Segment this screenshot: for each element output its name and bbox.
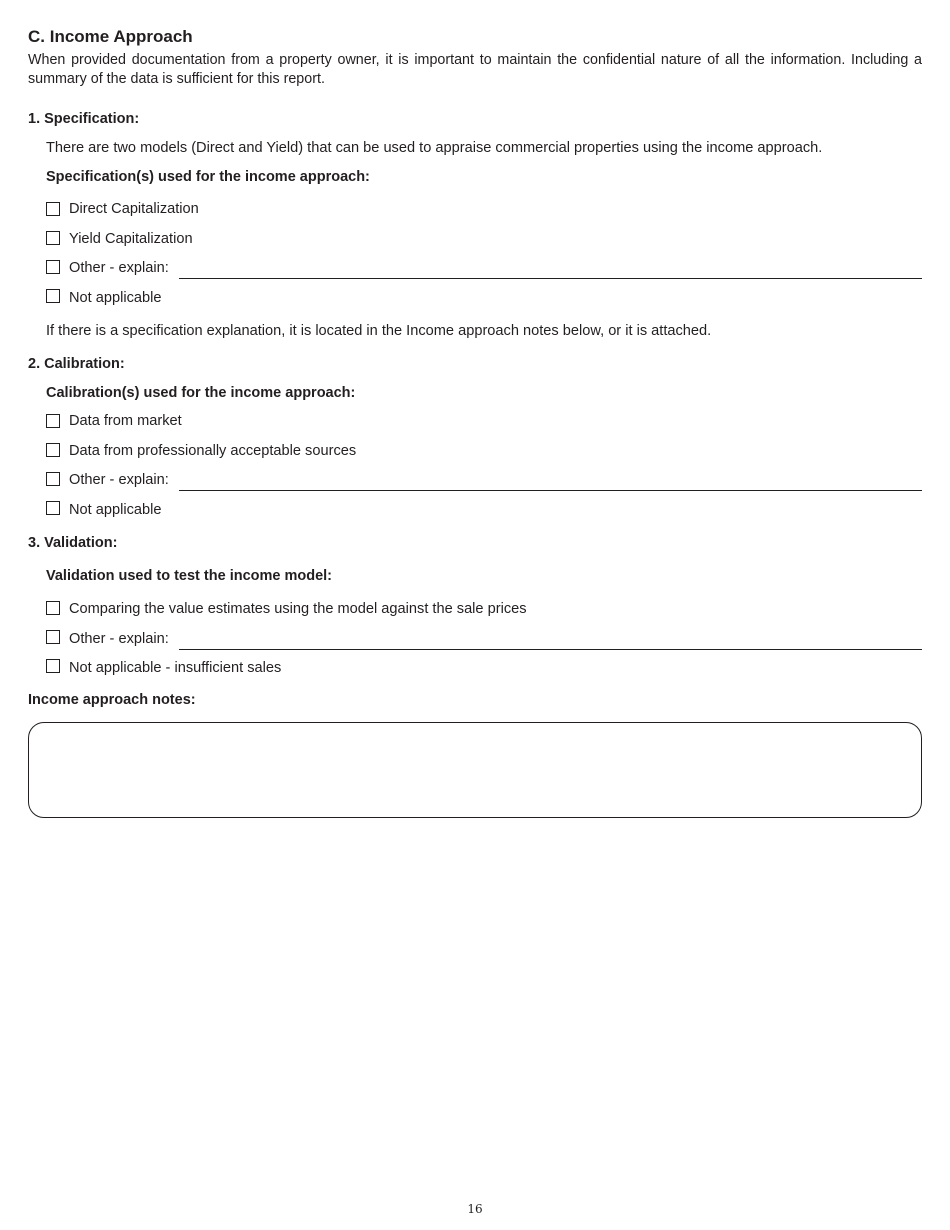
specification-note: If there is a specification explanation, it is located in the Income approach notes below, or it is attached. (46, 323, 712, 339)
specification-not-applicable-checkbox[interactable] (46, 289, 60, 303)
specification-other-checkbox[interactable] (46, 260, 60, 274)
data-from-market-checkbox[interactable] (46, 414, 60, 428)
yield-capitalization-label: Yield Capitalization (69, 231, 193, 247)
calibration-heading: 2. Calibration: (28, 356, 125, 372)
comparing-sale-prices-label: Comparing the value estimates using the model against the sale prices (69, 601, 527, 617)
comparing-sale-prices-checkbox[interactable] (46, 601, 60, 615)
validation-other-explain-line[interactable] (179, 649, 922, 650)
page-number: 16 (467, 1202, 483, 1216)
specification-other-explain-line[interactable] (179, 278, 922, 279)
professional-sources-label: Data from professionally acceptable sources (69, 443, 357, 459)
data-from-market-label: Data from market (69, 413, 182, 429)
calibration-subheading: Calibration(s) used for the income approach: (46, 385, 356, 401)
calibration-other-label: Other - explain: (69, 472, 169, 488)
intro-paragraph: When provided documentation from a property owner, it is important to maintain the confidential nature of all the information. Including a summary of the data is sufficient for this report. (28, 52, 922, 87)
specification-subheading: Specification(s) used for the income approach: (46, 169, 370, 185)
calibration-other-checkbox[interactable] (46, 472, 60, 486)
specification-description: There are two models (Direct and Yield) that can be used to appraise commercial properties using the income approach. (46, 140, 823, 156)
validation-heading: 3. Validation: (28, 535, 118, 551)
validation-other-checkbox[interactable] (46, 630, 60, 644)
direct-capitalization-checkbox[interactable] (46, 202, 60, 216)
yield-capitalization-checkbox[interactable] (46, 231, 60, 245)
calibration-not-applicable-label: Not applicable (69, 502, 162, 518)
direct-capitalization-label: Direct Capitalization (69, 201, 199, 217)
specification-other-label: Other - explain: (69, 260, 169, 276)
validation-subheading: Validation used to test the income model: (46, 568, 333, 584)
calibration-not-applicable-checkbox[interactable] (46, 501, 60, 515)
validation-other-label: Other - explain: (69, 631, 169, 647)
section-title: C. Income Approach (28, 27, 193, 46)
specification-heading: 1. Specification: (28, 111, 140, 127)
income-approach-notes-field[interactable] (28, 722, 922, 818)
validation-not-applicable-label: Not applicable - insufficient sales (69, 660, 282, 676)
calibration-other-explain-line[interactable] (179, 490, 922, 491)
specification-not-applicable-label: Not applicable (69, 290, 162, 306)
professional-sources-checkbox[interactable] (46, 443, 60, 457)
validation-not-applicable-checkbox[interactable] (46, 659, 60, 673)
income-approach-notes-label: Income approach notes: (28, 692, 196, 708)
